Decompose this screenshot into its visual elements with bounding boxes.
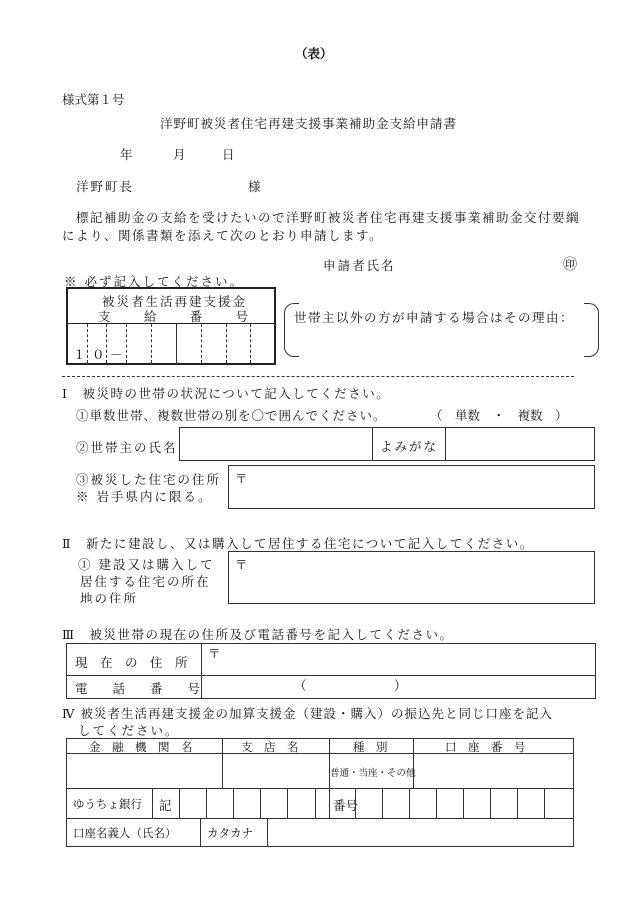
phone-label: 電 話 番 号: [75, 681, 201, 696]
reason-bracket-right: [584, 303, 599, 357]
section4-heading-2: してください。: [78, 723, 180, 738]
account-holder-label: 口座名義人（氏名）: [73, 826, 177, 840]
damaged-address-note: ※ 岩手県内に限る。: [76, 489, 213, 504]
support-box-title: 被災者生活再建支援金: [102, 294, 248, 309]
householder-name-input[interactable]: [180, 428, 372, 460]
section1-heading: Ⅰ 被災時の世帯の状況について記入してください。: [62, 386, 391, 401]
yucho-symbol-input[interactable]: [180, 789, 328, 818]
current-address-table: [66, 643, 596, 699]
phone-input[interactable]: [202, 676, 595, 698]
account-holder-input[interactable]: [268, 819, 573, 846]
yucho-label: ゆうちょ銀行: [73, 797, 142, 811]
section1-q1: ①単数世帯、複数世帯の別を〇で囲んでください。: [76, 408, 387, 423]
seal-mark: ㊞: [563, 257, 577, 273]
date-month: 月: [173, 147, 186, 162]
phone-paren-open: （: [294, 678, 307, 693]
reason-label: 世帯主以外の方が申請する場合はその理由：: [294, 310, 575, 325]
support-box-char-3: 番: [189, 309, 203, 324]
support-box-char-4: 号: [235, 309, 248, 324]
postal-mark: 〒: [235, 471, 248, 486]
damaged-address-label: ③被災した住宅の住所: [76, 472, 222, 487]
notice-text: ※ 必ず記入してください。: [64, 274, 244, 289]
date-year: 年: [120, 147, 133, 162]
postal-mark: 〒: [208, 646, 221, 661]
yomigana-label: よみがな: [380, 439, 439, 454]
damaged-address-input[interactable]: [228, 465, 595, 509]
householder-name-label: ②世帯主の氏名: [76, 440, 178, 455]
new-house-label-3: 地の住所: [80, 591, 139, 603]
intro-line1: 標記補助金の支給を受けたいので洋野町被災者住宅再建支援事業補助金交付要綱: [76, 210, 581, 225]
col-branch-name: 支 店 名: [241, 740, 299, 754]
bank-table: [66, 738, 574, 789]
support-number-cells[interactable]: [68, 324, 274, 363]
digit-0: ０: [92, 347, 105, 362]
section4-heading-1: Ⅳ 被災者生活再建支援金の加算支援金（建設・購入）の振込先と同じ口座を記入: [62, 706, 553, 721]
addressee-suffix: 様: [248, 179, 261, 194]
digit-dash: －: [110, 347, 123, 362]
col-account-number: 口 座 番 号: [445, 740, 526, 754]
addressee: 洋野町長: [76, 179, 135, 194]
support-box-char-2: 給: [143, 309, 157, 324]
form-number: 様式第１号: [62, 92, 125, 107]
reason-input-area[interactable]: [300, 326, 580, 352]
form-title: 洋野町被災者住宅再建支援事業補助金支給申請書: [160, 116, 458, 131]
yucho-number-input[interactable]: [356, 789, 572, 818]
ki-label: 記: [159, 798, 172, 813]
dashed-separator: [62, 376, 574, 377]
col-account-type: 種 別: [353, 740, 388, 754]
householder-name-row: [179, 427, 595, 461]
phone-paren-close: ）: [394, 678, 407, 693]
new-house-address-input[interactable]: [228, 551, 595, 604]
section2-heading: Ⅱ 新たに建設し、又は購入して居住する住宅について記入してください。: [62, 536, 534, 551]
support-box-char-1: 支: [98, 309, 111, 324]
intro-line2: により、関係書類を添えて次のとおり申請します。: [62, 228, 384, 243]
date-day: 日: [222, 147, 235, 162]
support-number-box: [66, 287, 276, 365]
postal-mark: 〒: [235, 557, 248, 572]
yucho-row: [66, 789, 574, 819]
section3-heading: Ⅲ 被災世帯の現在の住所及び電話番号を記入してください。: [62, 627, 454, 642]
side-label: （表）: [295, 46, 333, 61]
digit-1: １: [73, 347, 86, 362]
new-house-label-1: ① 建設又は購入して: [78, 557, 215, 572]
new-house-label-2: 居住する住宅の所在: [80, 574, 211, 589]
account-number-input[interactable]: [414, 754, 573, 788]
current-address-input[interactable]: [202, 644, 595, 675]
bango-label: 番号: [333, 798, 359, 813]
applicant-name-label: 申請者氏名: [323, 258, 396, 273]
col-bank-name: 金 融 機 関 名: [89, 740, 193, 754]
branch-name-input[interactable]: [223, 754, 329, 788]
household-type-options[interactable]: （ 単数 ・ 複数 ）: [430, 408, 568, 423]
account-type-options[interactable]: 普通・当座・その他: [330, 768, 416, 779]
bank-name-input[interactable]: [67, 754, 222, 788]
yomigana-input[interactable]: [446, 428, 594, 460]
katakana-label: カタカナ: [207, 826, 253, 840]
current-address-label: 現 在 の 住 所: [75, 655, 188, 670]
account-holder-row: [66, 819, 574, 847]
